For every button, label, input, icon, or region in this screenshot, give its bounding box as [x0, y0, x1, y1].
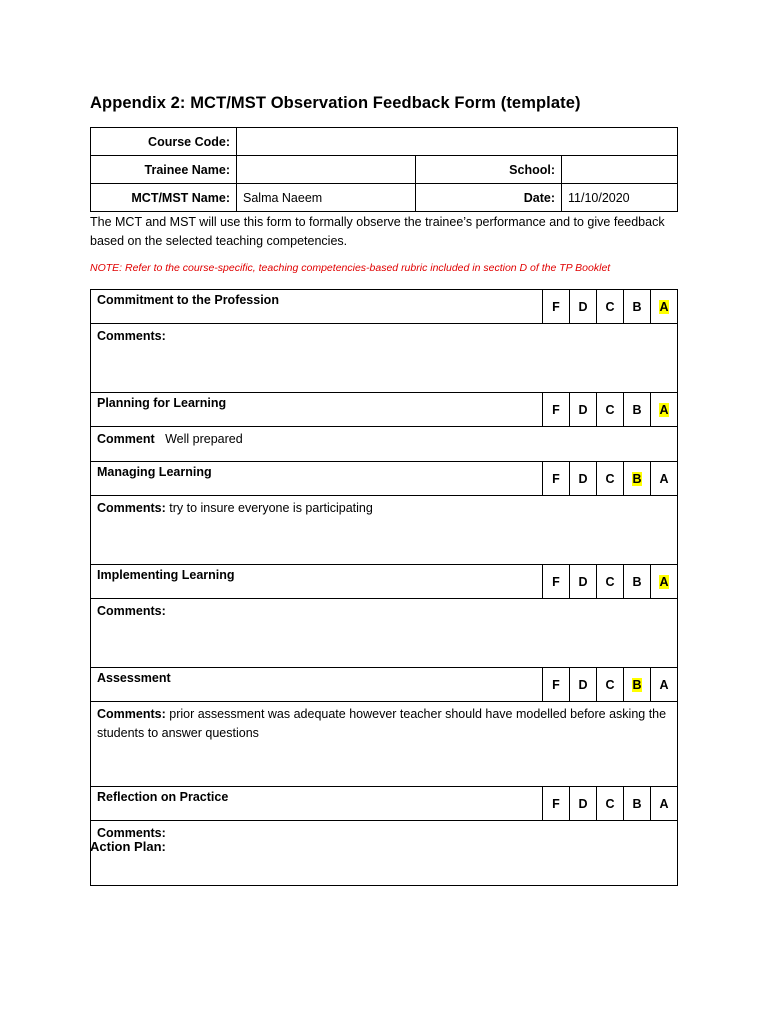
- competency-row: [91, 565, 678, 599]
- grade-b-cell[interactable]: [624, 668, 651, 702]
- grade-d-cell[interactable]: [570, 462, 597, 496]
- grade-letter: A: [659, 471, 669, 486]
- comment-text: prior assessment was adequate however teacher should have modelled before asking the students to answer questions: [97, 707, 667, 740]
- grade-letter: B: [632, 299, 642, 314]
- competency-rubric: [90, 289, 678, 886]
- grade-letter: A: [659, 574, 669, 589]
- grade-d-cell[interactable]: [570, 393, 597, 427]
- comment-row: [91, 427, 678, 462]
- competency-name: Assessment: [91, 668, 543, 702]
- grade-f-cell[interactable]: [543, 668, 570, 702]
- grade-letter: A: [659, 299, 669, 314]
- grade-letter: C: [605, 796, 615, 811]
- grade-letter: F: [552, 677, 560, 692]
- booklet-note: NOTE: Refer to the course-specific, teaching competencies-based rubric included in section D of the TP Booklet: [90, 262, 611, 274]
- course-code-label: Course Code:: [91, 128, 237, 156]
- grade-b-cell[interactable]: [624, 393, 651, 427]
- grade-letter: D: [578, 796, 588, 811]
- trainee-name-field[interactable]: [237, 156, 416, 184]
- competency-name: Planning for Learning: [91, 393, 543, 427]
- grade-b-cell[interactable]: [624, 787, 651, 821]
- comment-text: Well prepared: [165, 432, 243, 446]
- competency-name: Commitment to the Profession: [91, 290, 543, 324]
- grade-a-cell[interactable]: [651, 787, 678, 821]
- grade-letter: D: [578, 574, 588, 589]
- grade-f-cell[interactable]: [543, 787, 570, 821]
- competency-row: [91, 668, 678, 702]
- comments-field[interactable]: [91, 599, 678, 668]
- course-code-field[interactable]: [237, 128, 678, 156]
- comments-field[interactable]: [91, 427, 678, 462]
- grade-f-cell[interactable]: [543, 290, 570, 324]
- competency-name: Reflection on Practice: [91, 787, 543, 821]
- competency-name: Implementing Learning: [91, 565, 543, 599]
- trainee-name-label: Trainee Name:: [91, 156, 237, 184]
- grade-a-cell[interactable]: [651, 668, 678, 702]
- grade-letter: C: [605, 574, 615, 589]
- grade-letter: A: [659, 796, 669, 811]
- grade-letter: F: [552, 574, 560, 589]
- grade-c-cell[interactable]: [597, 462, 624, 496]
- comments-label: Comments:: [97, 329, 166, 343]
- grade-letter: B: [632, 677, 642, 692]
- grade-letter: A: [659, 677, 669, 692]
- grade-d-cell[interactable]: [570, 290, 597, 324]
- grade-letter: A: [659, 402, 669, 417]
- grade-letter: B: [632, 796, 642, 811]
- comments-label: Comment: [97, 432, 155, 446]
- grade-c-cell[interactable]: [597, 565, 624, 599]
- grade-letter: C: [605, 677, 615, 692]
- comment-row: [91, 496, 678, 565]
- comments-field[interactable]: [91, 324, 678, 393]
- grade-b-cell[interactable]: [624, 290, 651, 324]
- grade-letter: F: [552, 402, 560, 417]
- grade-c-cell[interactable]: [597, 290, 624, 324]
- mct-mst-name-label: MCT/MST Name:: [91, 184, 237, 212]
- grade-letter: D: [578, 299, 588, 314]
- grade-c-cell[interactable]: [597, 668, 624, 702]
- grade-letter: C: [605, 299, 615, 314]
- grade-letter: D: [578, 677, 588, 692]
- comments-field[interactable]: [91, 496, 678, 565]
- grade-a-cell[interactable]: [651, 290, 678, 324]
- grade-f-cell[interactable]: [543, 393, 570, 427]
- date-label: Date:: [416, 184, 562, 212]
- grade-letter: F: [552, 299, 560, 314]
- comments-field[interactable]: [91, 821, 678, 886]
- grade-letter: F: [552, 471, 560, 486]
- comments-label: Comments:: [97, 826, 166, 840]
- competency-name: Managing Learning: [91, 462, 543, 496]
- intro-paragraph: The MCT and MST will use this form to formally observe the trainee’s performance and to give feedback based on the selected teaching competencies.: [90, 215, 665, 248]
- grade-letter: C: [605, 402, 615, 417]
- grade-a-cell[interactable]: [651, 462, 678, 496]
- grade-letter: B: [632, 574, 642, 589]
- competency-row: [91, 290, 678, 324]
- comment-row: [91, 599, 678, 668]
- grade-b-cell[interactable]: [624, 565, 651, 599]
- grade-letter: B: [632, 402, 642, 417]
- grade-letter: F: [552, 796, 560, 811]
- header-table: [90, 127, 678, 212]
- comments-label: Comments:: [97, 707, 166, 721]
- mct-mst-name-field[interactable]: Salma Naeem: [237, 184, 416, 212]
- comment-row: [91, 702, 678, 787]
- comment-row: [91, 821, 678, 886]
- competency-row: [91, 787, 678, 821]
- grade-a-cell[interactable]: [651, 565, 678, 599]
- comments-label: Comments:: [97, 604, 166, 618]
- comment-text: try to insure everyone is participating: [169, 501, 373, 515]
- grade-b-cell[interactable]: [624, 462, 651, 496]
- grade-a-cell[interactable]: [651, 393, 678, 427]
- grade-letter: C: [605, 471, 615, 486]
- grade-d-cell[interactable]: [570, 565, 597, 599]
- action-plan-label: Action Plan:: [90, 839, 166, 854]
- competency-row: [91, 462, 678, 496]
- grade-d-cell[interactable]: [570, 668, 597, 702]
- comments-field[interactable]: [91, 702, 678, 787]
- comments-label: Comments:: [97, 501, 166, 515]
- comment-row: [91, 324, 678, 393]
- school-field[interactable]: [562, 156, 678, 184]
- grade-letter: B: [632, 471, 642, 486]
- grade-letter: D: [578, 402, 588, 417]
- grade-f-cell[interactable]: [543, 565, 570, 599]
- grade-c-cell[interactable]: [597, 393, 624, 427]
- grade-c-cell[interactable]: [597, 787, 624, 821]
- grade-f-cell[interactable]: [543, 462, 570, 496]
- school-label: School:: [416, 156, 562, 184]
- competency-row: [91, 393, 678, 427]
- date-field[interactable]: 11/10/2020: [562, 184, 678, 212]
- grade-d-cell[interactable]: [570, 787, 597, 821]
- grade-letter: D: [578, 471, 588, 486]
- page-title: Appendix 2: MCT/MST Observation Feedback Form (template): [90, 94, 581, 112]
